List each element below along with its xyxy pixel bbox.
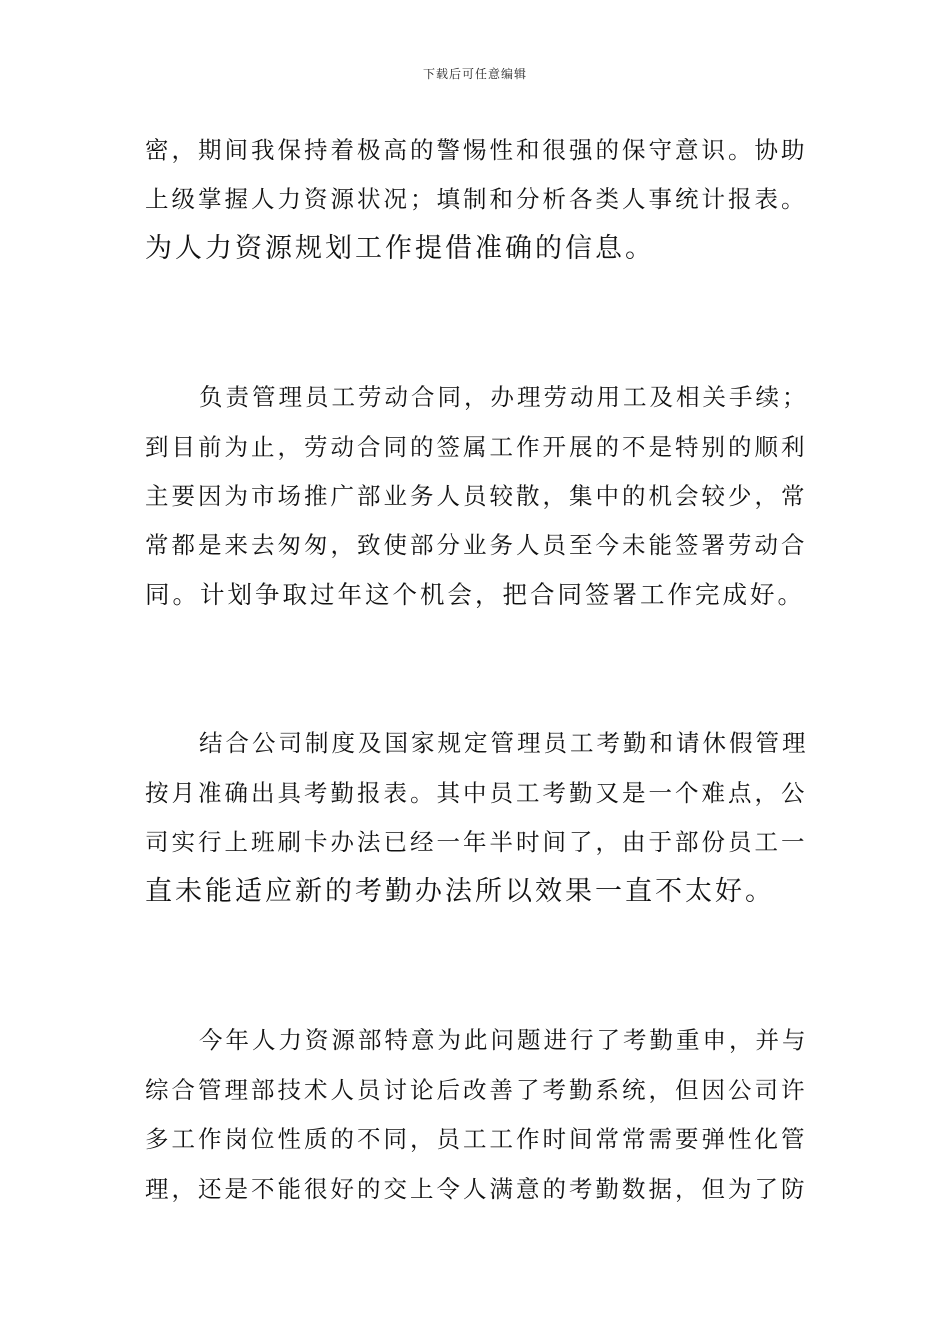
paragraph-3-line-4: 直未能适应新的考勤办法所以效果一直不太好。 (145, 876, 775, 907)
paragraph-1-line-3: 为人力资源规划工作提借准确的信息。 (145, 233, 655, 264)
paragraph-2-line-4: 常都是来去匆匆，致使部分业务人员至今未能签署劳动合 (145, 531, 808, 559)
paragraph-2-line-2: 到目前为止，劳动合同的签属工作开展的不是特别的顺利 (145, 433, 808, 461)
paragraph-1-line-1: 密，期间我保持着极高的警惕性和很强的保守意识。协助 (145, 136, 808, 164)
header-note: 下载后可任意编辑 (422, 67, 527, 81)
paragraph-3-line-3: 司实行上班刷卡办法已经一年半时间了，由于部份员工一 (145, 828, 808, 856)
paragraph-3-line-1: 结合公司制度及国家规定管理员工考勤和请休假管理 (199, 729, 809, 757)
paragraph-2-line-5: 同。计划争取过年这个机会，把合同签署工作完成好。 (145, 580, 805, 609)
paragraph-2-line-1: 负责管理员工劳动合同，办理劳动用工及相关手续； (199, 383, 809, 411)
paragraph-3-line-2: 按月准确出具考勤报表。其中员工考勤又是一个难点，公 (145, 779, 808, 807)
paragraph-2-line-3: 主要因为市场推广部业务人员较散，集中的机会较少，常 (145, 482, 808, 510)
paragraph-1-line-2: 上级掌握人力资源状况；填制和分析各类人事统计报表。 (145, 185, 808, 213)
paragraph-4-line-1: 今年人力资源部特意为此问题进行了考勤重申，并与 (199, 1026, 809, 1054)
paragraph-4-line-3: 多工作岗位性质的不同，员工工作时间常常需要弹性化管 (145, 1125, 808, 1153)
paragraph-4-line-2: 综合管理部技术人员讨论后改善了考勤系统，但因公司许 (145, 1076, 808, 1104)
paragraph-4-line-4: 理，还是不能很好的交上令人满意的考勤数据，但为了防 (145, 1175, 808, 1203)
